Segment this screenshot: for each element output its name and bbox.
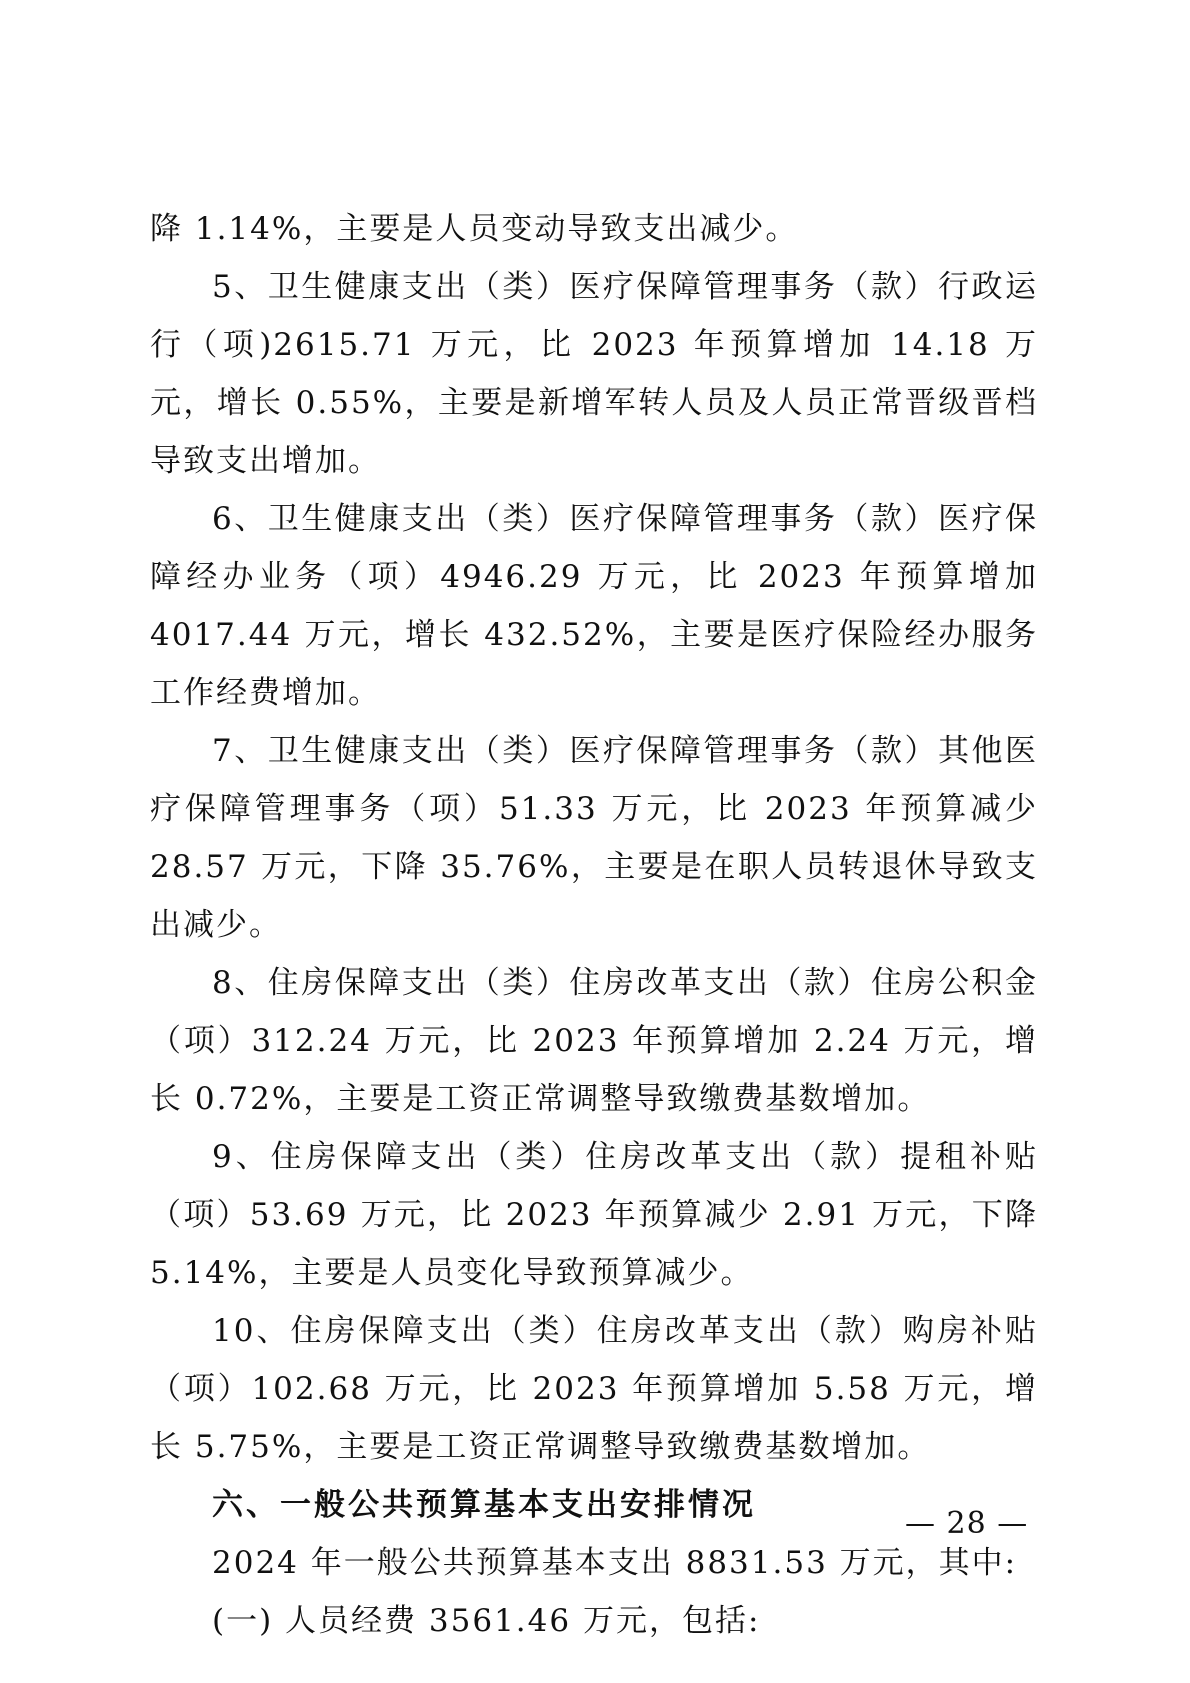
paragraph-item-8: 8、住房保障支出（类）住房改革支出（款）住房公积金（项）312.24 万元，比 2023 年预算增加 2.24 万元，增长 0.72%，主要是工资正常调整导致缴费基数增加。 (150, 965, 1038, 1117)
body-text (150, 200, 1038, 1650)
section-heading: 六、一般公共预算基本支出安排情况 (212, 1487, 756, 1523)
page-number: — 28 — (905, 1506, 1029, 1541)
paragraph-summary: 2024 年一般公共预算基本支出 8831.53 万元，其中: (212, 1545, 1018, 1581)
paragraph-item-7: 7、卫生健康支出（类）医疗保障管理事务（款）其他医疗保障管理事务（项）51.33 万元，比 2023 年预算减少 28.57 万元，下降 35.76%，主要是在职人员转退休导致支出减少。 (150, 733, 1038, 943)
paragraph-item-10: 10、住房保障支出（类）住房改革支出（款）购房补贴（项）102.68 万元，比 2023 年预算增加 5.58 万元，增长 5.75%，主要是工资正常调整导致缴费基数增加。 (150, 1313, 1038, 1465)
paragraph-item-9: 9、住房保障支出（类）住房改革支出（款）提租补贴（项）53.69 万元，比 2023 年预算减少 2.91 万元，下降 5.14%，主要是人员变化导致预算减少。 (150, 1139, 1038, 1291)
paragraph-item-6: 6、卫生健康支出（类）医疗保障管理事务（款）医疗保障经办业务（项）4946.29 万元，比 2023 年预算增加 4017.44 万元，增长 432.52%，主要是医疗保险经办服务工作经费增加。 (150, 501, 1038, 711)
paragraph-subitem-1: (一) 人员经费 3561.46 万元，包括: (212, 1603, 761, 1639)
paragraph-continuation: 降 1.14%，主要是人员变动导致支出减少。 (150, 211, 799, 247)
paragraph-item-5: 5、卫生健康支出（类）医疗保障管理事务（款）行政运行（项)2615.71 万元，比 2023 年预算增加 14.18 万元，增长 0.55%，主要是新增军转人员及人员正常晋级晋档导致支出增加。 (150, 269, 1038, 479)
